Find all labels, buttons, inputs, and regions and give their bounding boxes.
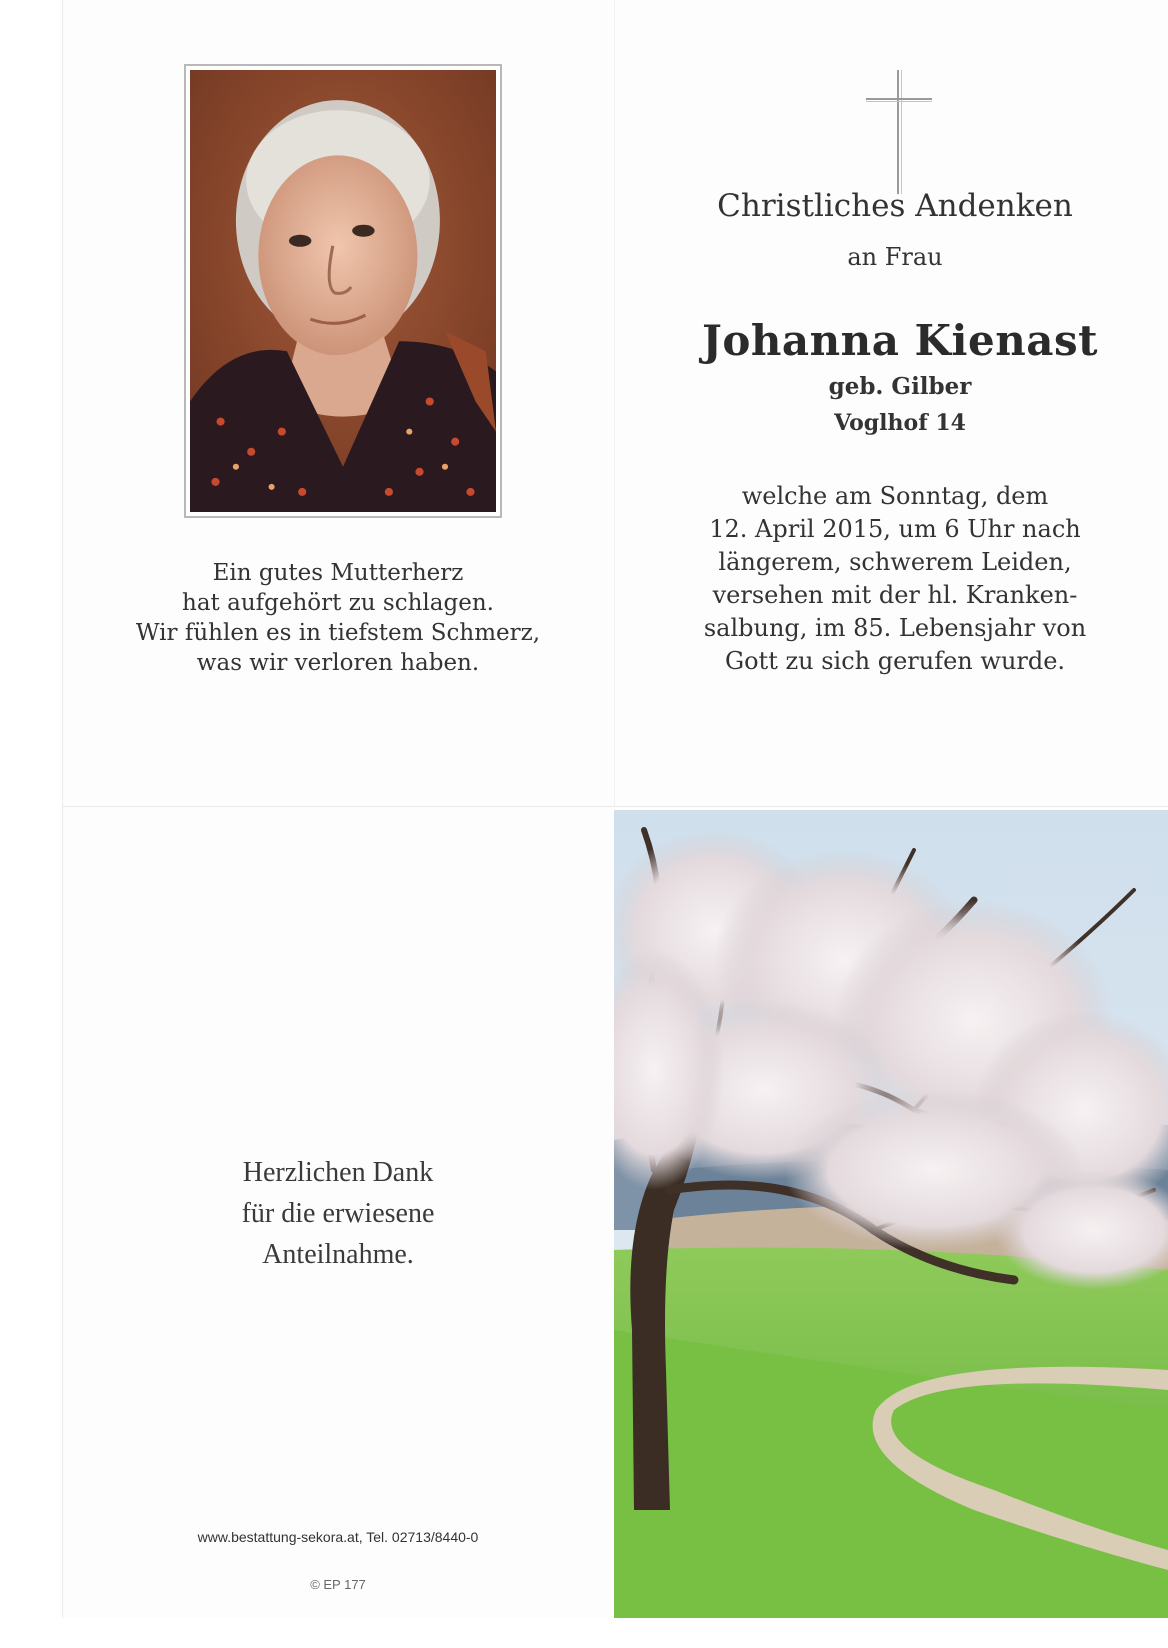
address: Voglhof 14 [834,410,966,436]
thanks-message [62,1152,614,1275]
fold-line-vertical [614,0,615,806]
verse-line: was wir verloren haben. [196,650,480,676]
notice-line: versehen mit der hl. Kranken- [712,581,1078,609]
verse-line: Ein gutes Mutterherz [212,560,464,586]
notice-line: 12. April 2015, um 6 Uhr nach [709,515,1081,543]
recipient-prefix: an Frau [847,243,943,271]
notice-line: welche am Sonntag, dem [741,482,1049,510]
death-notice [670,480,1120,678]
notice-line: salbung, im 85. Lebensjahr von [703,614,1087,642]
cross-icon [866,70,932,194]
verse-line: hat aufgehört zu schlagen. [182,590,494,616]
verse [62,558,614,678]
maiden-name: geb. Gilber [828,373,972,400]
thanks-line: Herzlichen Dank [242,1157,434,1188]
thanks-line: für die erwiesene [241,1198,435,1229]
blossoming-tree-photo [614,810,1168,1618]
notice-line: Gott zu sich gerufen wurde. [724,647,1066,675]
portrait-photo [184,64,502,518]
card-heading: Christliches Andenken [717,188,1073,224]
footer-contact: www.bestattung-sekora.at, Tel. 02713/8440-0 [197,1529,479,1545]
deceased-name: Johanna Kienast [701,316,1099,365]
notice-line: längerem, schwerem Leiden, [718,548,1072,576]
footer-code: © EP 177 [310,1577,366,1592]
thanks-line: Anteilnahme. [262,1239,414,1270]
fold-line-horizontal [62,806,1168,807]
verse-line: Wir fühlen es in tiefstem Schmerz, [135,620,541,646]
